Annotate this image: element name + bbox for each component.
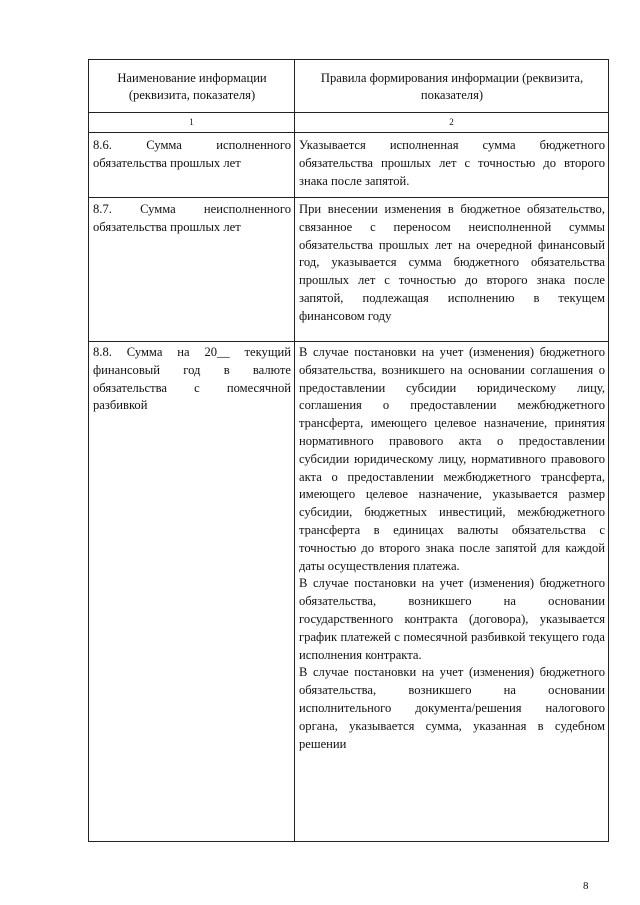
table-row (89, 133, 609, 198)
row-name-8-8: 8.8. Сумма на 20__ текущий финансовый год в валюте обязательства с помесячной разбивкой (89, 342, 295, 842)
column-number-row (89, 113, 609, 133)
rule-paragraph: В случае постановки на учет (изменения) бюджетного обязательства, возникшего на основании государственного контракта (договора), указывается график платежей с помесячной разбивкой текущего года исполнения контракта. (299, 576, 605, 662)
row-name-8-6: 8.6. Сумма исполненного обязательства прошлых лет (89, 133, 295, 198)
row-rule-8-6: Указывается исполненная сумма бюджетного обязательства прошлых лет с точностью до второго знака после запятой. (295, 133, 609, 198)
row-name-8-7: 8.7. Сумма неисполненного обязательства прошлых лет (89, 198, 295, 342)
column-number-2: 2 (295, 113, 609, 133)
column-number-1: 1 (89, 113, 295, 133)
table-row (89, 198, 609, 342)
rule-paragraph: В случае постановки на учет (изменения) бюджетного обязательства, возникшего на основании исполнительного документа/решения налогового органа, указывается сумма, указанная в судебном решении (299, 665, 605, 751)
table-header-row (89, 60, 609, 113)
row-rule-8-7: При внесении изменения в бюджетное обязательство, связанное с переносом неисполненной суммы обязательства прошлых лет на очередной финансовый год, указывается сумма бюджетного обязательства прошлых лет с точностью до второго знака после запятой, подлежащая исполнению в текущем финансовом году (295, 198, 609, 342)
page-number: 8 (583, 880, 589, 892)
header-col-rules: Правила формирования информации (реквизита, показателя) (295, 60, 609, 113)
table-row (89, 342, 609, 842)
row-rule-8-8 (295, 342, 609, 842)
requisites-table (88, 59, 609, 842)
header-col-name: Наименование информации (реквизита, показателя) (89, 60, 295, 113)
rule-paragraph: В случае постановки на учет (изменения) бюджетного обязательства, возникшего на основании соглашения о предоставлении субсидии юридическому лицу, соглашения о предоставлении межбюджетного трансферта, имеющего целевое назначение, принятия нормативного правового акта о предоставлении субсидии юридическому лицу, нормативного правового акта о предоставлении межбюджетного трансферта, имеющего целевое назначение, указывается размер субсидии, бюджетных инвестиций, межбюджетного трансферта в единицах валюты обязательства с точностью до второго знака после запятой для каждой даты осуществления платежа. (299, 345, 605, 573)
